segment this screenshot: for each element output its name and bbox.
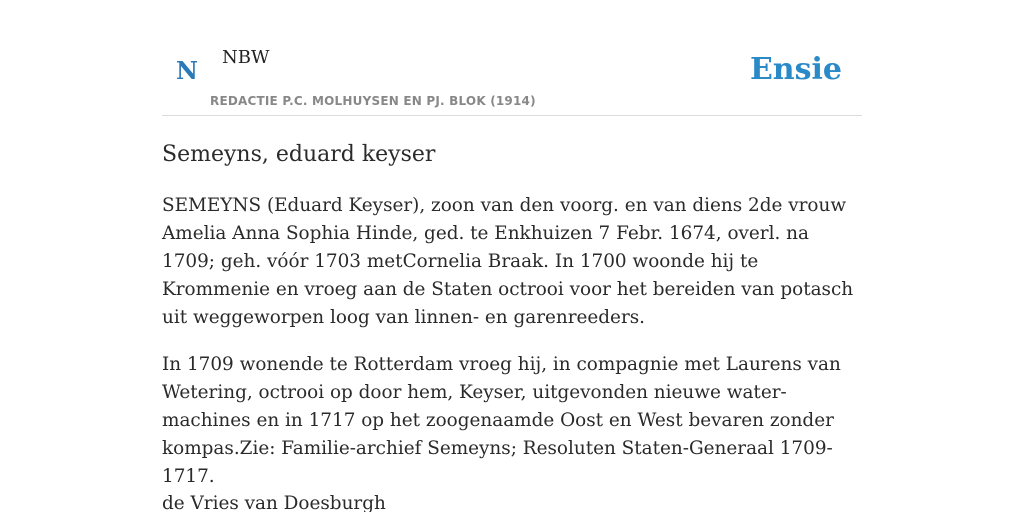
article-title: Semeyns, eduard keyser: [162, 142, 436, 167]
source-subtitle: REDACTIE P.C. MOLHUYSEN EN PJ. BLOK (1914): [210, 94, 536, 108]
article-paragraph: SEMEYNS (Eduard Keyser), zoon van den voorg. en van diens 2de vrouw Amelia Anna Sophia Hinde, ged. te Enkhuizen 7 Febr. 1674, overl. na 1709; geh. vóór 1703 metCornelia Braak. In 1700 woonde hij te Krommenie en vroeg aan de Staten octrooi voor het bereiden van potasch uit weggeworpen loog van linnen- en garenreeders.: [162, 195, 854, 328]
article-paragraph: In 1709 wonende te Rotterdam vroeg hij, in compagnie met Laurens van Wetering, octrooi op door hem, Keyser, uitgevonden nieuwe water-machines en in 1717 op het zoogenaamde Oost en West bevaren zonder kompas.Zie: Familie-archief Semeyns; Resoluten Staten-Generaal 1709-1717.: [162, 354, 841, 487]
source-header: [162, 40, 862, 116]
source-name[interactable]: NBW: [222, 47, 270, 68]
source-logo[interactable]: N: [176, 56, 198, 85]
article-author: de Vries van Doesburgh: [162, 493, 386, 512]
brand-logo[interactable]: Ensie: [749, 52, 842, 87]
